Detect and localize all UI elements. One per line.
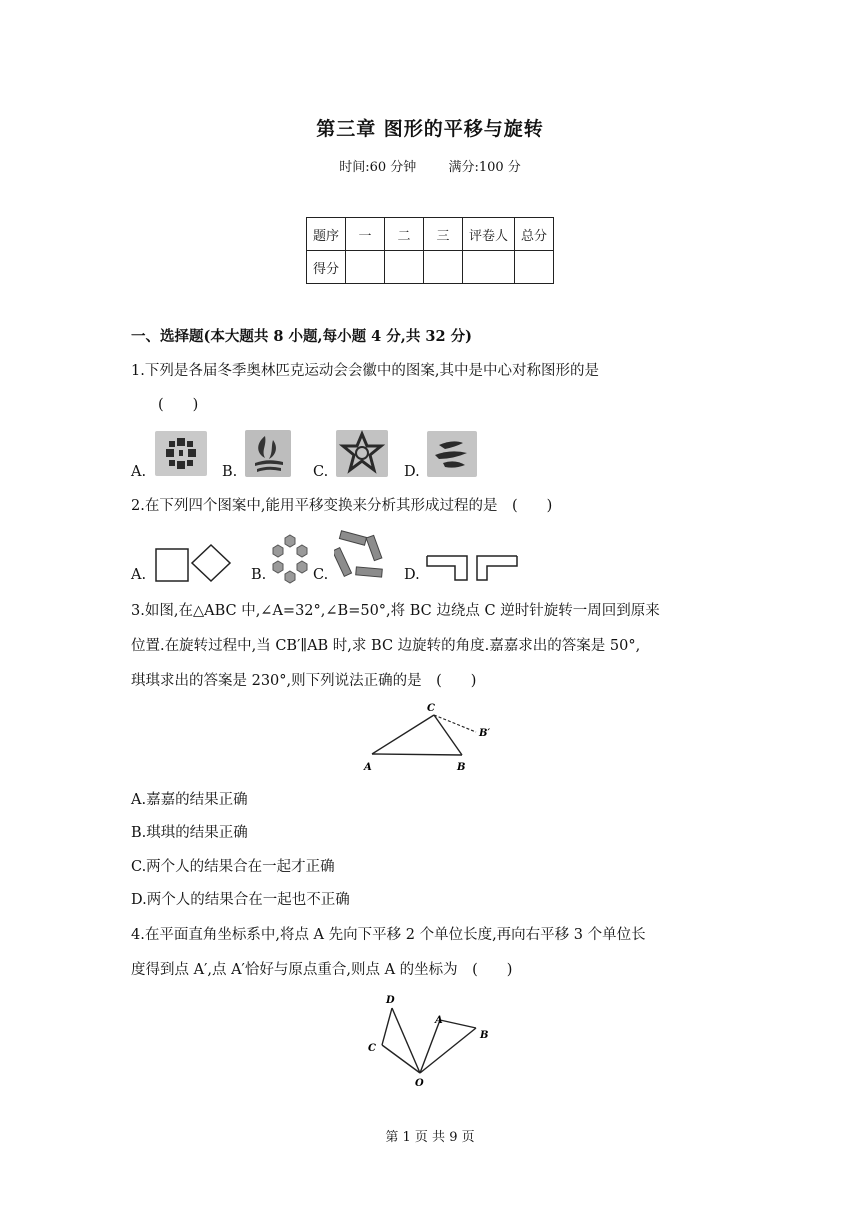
brush-emblem-icon: [427, 431, 477, 477]
question-2-text: 2.在下列四个图案中,能用平移变换来分析其形成过程的是 ( ): [131, 498, 553, 514]
option-label: A.: [131, 464, 147, 480]
option-label: B.: [222, 464, 238, 480]
score-cell: 题序: [307, 218, 346, 251]
label-a: A: [364, 762, 372, 773]
page-title: 第三章 图形的平移与旋转: [316, 118, 544, 140]
option-d: D.两个人的结果合在一起也不正确: [131, 892, 350, 908]
emblem-b-image: [245, 430, 291, 477]
option-label: A.: [131, 567, 147, 583]
square-diamond-figure: [153, 541, 233, 585]
question-3-line-1: 3.如图,在△ABC 中,∠A=32°,∠B=50°,将 BC 边绕点 C 逆时针旋转一周回到原来: [131, 603, 660, 619]
option-label: D.: [404, 464, 420, 480]
label-b: B: [480, 1030, 489, 1041]
score-cell: 评卷人: [463, 218, 515, 251]
question-4-line-1: 4.在平面直角坐标系中,将点 A 先向下平移 2 个单位长度,再向右平移 3 个单位长: [131, 927, 646, 943]
flame-emblem-icon: [245, 430, 291, 477]
option-b: B.琪琪的结果正确: [131, 825, 248, 841]
question-3-line-3: 琪琪求出的答案是 230°,则下列说法正确的是 ( ): [131, 673, 477, 689]
question-4-line-2: 度得到点 A′,点 A′恰好与原点重合,则点 A 的坐标为 ( ): [131, 962, 513, 978]
snowflake-emblem-icon: [155, 431, 207, 476]
score-table-score-row: [307, 251, 554, 284]
score-cell: 总分: [515, 218, 554, 251]
option-label: C.: [313, 567, 329, 583]
label-c: C: [368, 1043, 376, 1054]
label-b: B: [457, 762, 466, 773]
time-limit: 时间:60 分钟: [339, 160, 417, 175]
option-label: B.: [251, 567, 267, 583]
option-label: D.: [404, 567, 420, 583]
l-shapes-figure: [425, 552, 521, 584]
score-input-cell[interactable]: [463, 251, 515, 284]
snowflake-star-emblem-icon: [336, 430, 388, 477]
coordinate-figure: [360, 990, 500, 1090]
question-1-text: 1.下列是各届冬季奥林匹克运动会会徽中的图案,其中是中心对称图形的是: [131, 363, 599, 379]
score-table-header-row: [307, 218, 554, 251]
label-d: D: [386, 995, 395, 1006]
option-c: C.两个人的结果合在一起才正确: [131, 859, 335, 875]
section-heading: 一、选择题(本大题共 8 小题,每小题 4 分,共 32 分): [131, 328, 472, 345]
emblem-d-image: [427, 431, 477, 477]
score-input-cell[interactable]: [385, 251, 424, 284]
score-cell: 三: [424, 218, 463, 251]
score-input-cell[interactable]: [346, 251, 385, 284]
rotating-bars-figure: [334, 528, 392, 584]
score-table: [306, 217, 554, 284]
score-cell: 一: [346, 218, 385, 251]
full-score: 满分:100 分: [448, 160, 521, 175]
label-a: A: [435, 1015, 443, 1026]
score-cell: 二: [385, 218, 424, 251]
emblem-c-image: [336, 430, 388, 477]
label-b-prime: B′: [479, 728, 491, 739]
option-a: A.嘉嘉的结果正确: [131, 792, 248, 808]
answer-blank: ( ): [158, 397, 199, 413]
label-o: O: [415, 1078, 424, 1089]
exam-meta: [0, 156, 860, 175]
hexagon-ring-figure: [268, 532, 312, 586]
label-c: C: [427, 703, 435, 714]
emblem-a-image: [155, 431, 207, 476]
question-3-line-2: 位置.在旋转过程中,当 CB′∥AB 时,求 BC 边旋转的角度.嘉嘉求出的答案是 50°,: [131, 638, 641, 654]
triangle-abc-figure: [360, 698, 500, 778]
option-label: C.: [313, 464, 329, 480]
score-input-cell[interactable]: [515, 251, 554, 284]
score-row-label: 得分: [307, 251, 346, 284]
page-number: 第 1 页 共 9 页: [385, 1130, 475, 1145]
score-input-cell[interactable]: [424, 251, 463, 284]
